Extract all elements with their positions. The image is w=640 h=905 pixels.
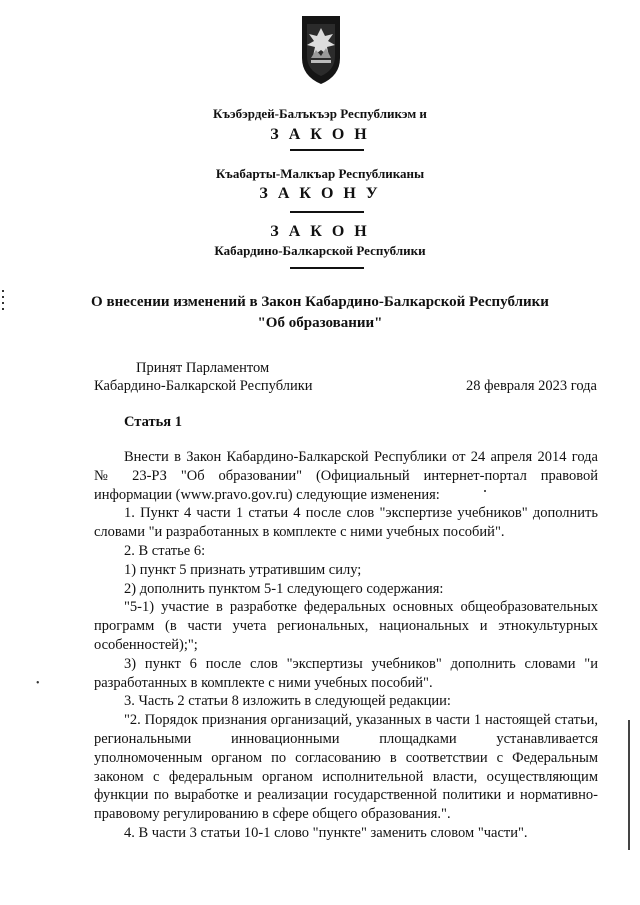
adoption-line: Кабардино-Балкарской Республики	[94, 378, 313, 394]
header-kabardian-line: Къэбэрдей-Балъкъэр Республикэм и	[213, 106, 427, 121]
article-paragraph: "5-1) участие в разработке федеральных основных общеобразовательных программ (в части учета региональных, национальных и этнокультурных особенностей);";	[94, 599, 598, 653]
adoption-line: Принят Парламентом	[136, 360, 270, 376]
article-paragraph: 1) пункт 5 признать утратившим силу;	[124, 561, 362, 578]
article-paragraph: 3. Часть 2 статьи 8 изложить в следующей редакции:	[124, 693, 451, 710]
law-title-line: "Об образовании"	[257, 315, 383, 331]
article-paragraph: 2) дополнить пунктом 5-1 следующего содержания:	[124, 580, 444, 597]
article-paragraph: Внести в Закон Кабардино-Балкарской Республики от 24 апреля 2014 года № 23-РЗ "Об образовании" (Официальный интернет-портал правовой информации (www.pravo.gov.ru) следующие изменения:	[94, 449, 598, 503]
header-divider	[290, 267, 364, 269]
coat-of-arms-icon	[299, 14, 343, 86]
scan-speck: •	[36, 678, 40, 689]
header-balkar-law: З А К О Н У	[259, 185, 381, 202]
header-balkar-line: Къабарты-Малкъар Республиканы	[215, 166, 425, 181]
law-title-line: О внесении изменений в Закон Кабардино-Балкарской Республики	[91, 294, 549, 310]
article-body	[94, 448, 598, 843]
law-title	[0, 292, 640, 334]
scan-speck	[484, 490, 486, 492]
adoption-date: 28 февраля 2023 года	[465, 378, 597, 394]
header-divider	[290, 149, 364, 151]
scan-margin-marks	[2, 290, 5, 318]
article-paragraph: 2. В статье 6:	[124, 542, 206, 559]
article-paragraph: "2. Порядок признания организаций, указанных в части 1 настоящей статьи, региональными инновационными площадками устанавливается уполномоченным органом по согласованию в соответствии с Федеральным законом с федеральным органом исполнительной власти, осуществляющим функции по выработке и реализации государственной политики и нормативно-правовому регулированию в сфере общего образования.".	[94, 712, 598, 823]
article-paragraph: 3) пункт 6 после слов "экспертизы учебников" дополнить словами "и разработанных в комплекте с ними учебных пособий".	[94, 655, 598, 691]
article-paragraph: 1. Пункт 4 части 1 статьи 4 после слов "экспертизе учебников" дополнить словами "и разработанных в комплекте с ними учебных пособий".	[94, 505, 598, 541]
header-kabardian-law: З А К О Н	[270, 126, 370, 143]
article-paragraph: 4. В части 3 статьи 10-1 слово "пункте" заменить словом "части".	[124, 824, 528, 841]
header-russian-line: Кабардино-Балкарской Республики	[214, 243, 426, 258]
header-divider	[290, 211, 364, 213]
header-russian-law: З А К О Н	[270, 223, 370, 240]
scan-edge-line	[628, 720, 630, 850]
article-heading: Статья 1	[124, 414, 182, 430]
